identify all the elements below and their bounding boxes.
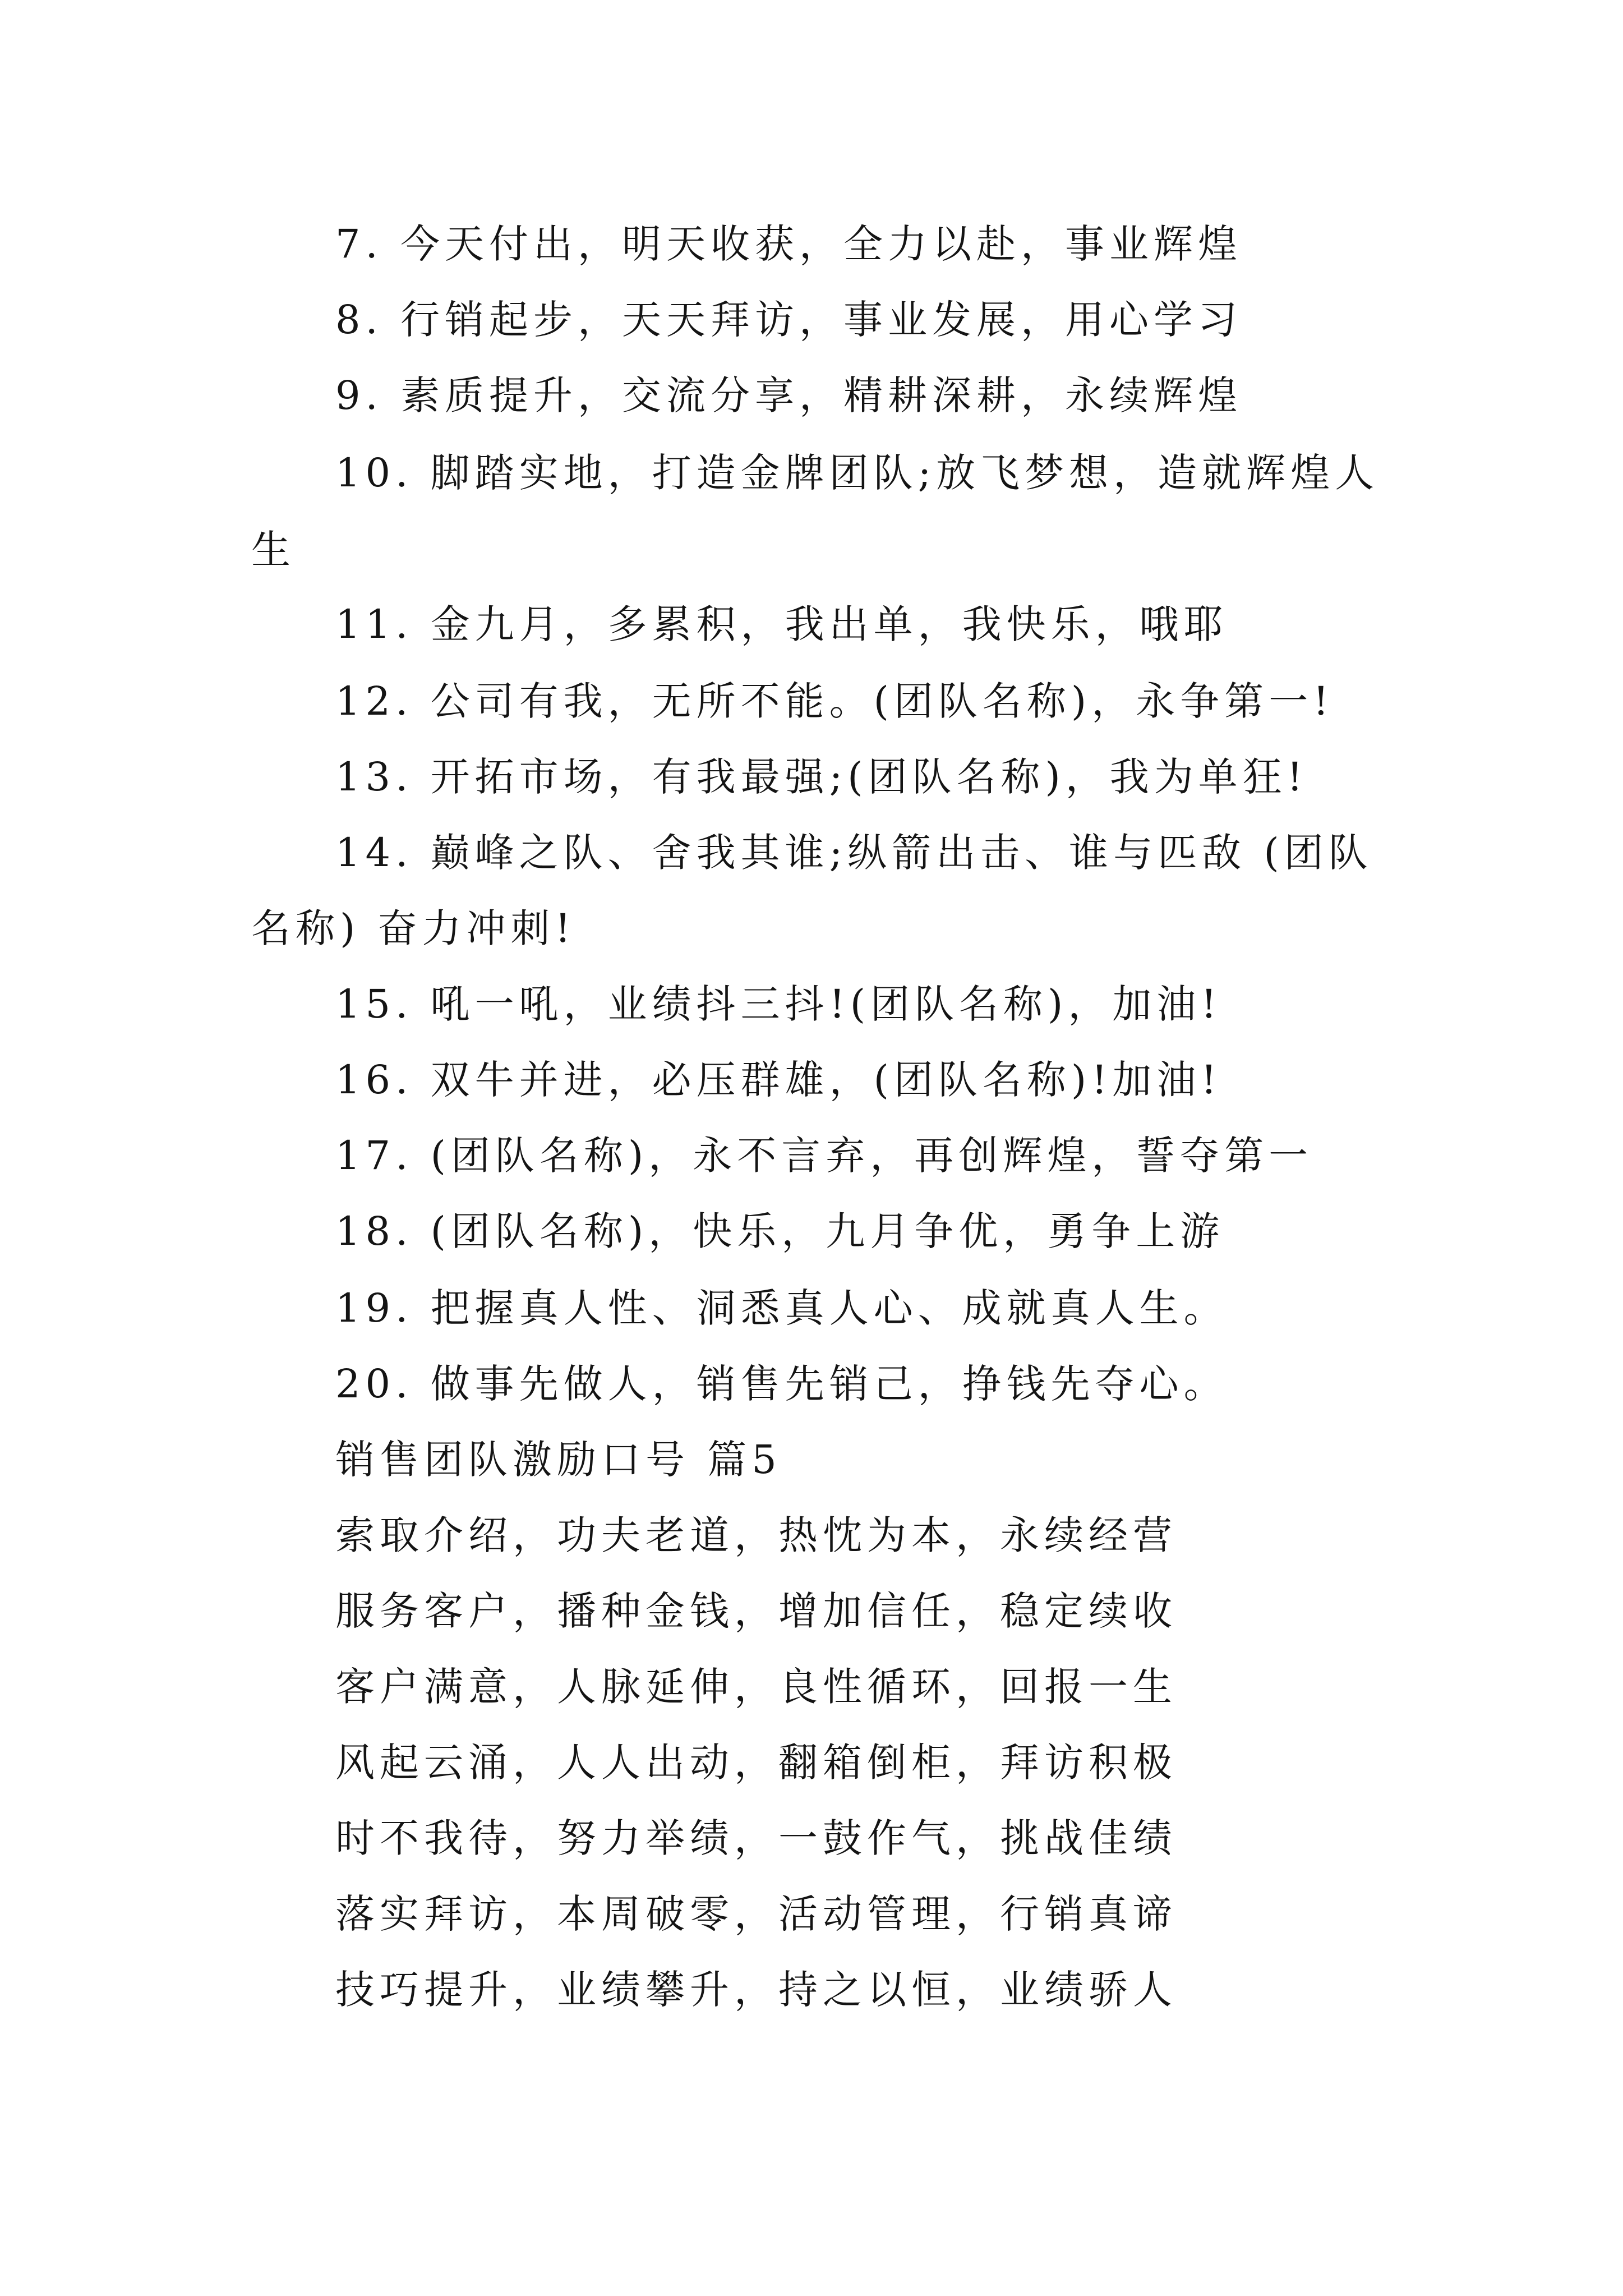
item-text: 双牛并进，必压群雄，(团队名称)!加油! <box>430 1057 1222 1103</box>
list-item-8 <box>335 297 1243 343</box>
item-text: 公司有我，无所不能。(团队名称)，永争第一! <box>430 678 1334 724</box>
item-text: (团队名称)，永不言弃，再创辉煌，誓夺第一 <box>430 1133 1313 1179</box>
list-item-14-continuation: 名称) 奋力冲刺! <box>251 905 576 951</box>
item-number: 8. <box>335 297 383 343</box>
list-item-15 <box>335 981 1222 1027</box>
slogan-line: 索取介绍，功夫老道，热忱为本，永续经营 <box>335 1512 1177 1558</box>
list-item-16 <box>335 1057 1222 1103</box>
item-number: 11. <box>335 601 413 647</box>
list-item-14 <box>335 830 1373 876</box>
slogan-line: 时不我待，努力举绩，一鼓作气，挑战佳绩 <box>335 1815 1177 1861</box>
item-number: 14. <box>335 830 413 876</box>
list-item-18 <box>335 1208 1225 1254</box>
item-text: 今天付出，明天收获，全力以赴，事业辉煌 <box>400 221 1243 267</box>
item-number: 9. <box>335 372 383 418</box>
item-number: 12. <box>335 678 413 724</box>
list-item-17 <box>335 1133 1313 1179</box>
item-text: 吼一吼，业绩抖三抖!(团队名称)，加油! <box>430 981 1222 1027</box>
slogan-line: 落实拜访，本周破零，活动管理，行销真谛 <box>335 1891 1177 1937</box>
section-title: 销售团队激励口号 篇5 <box>335 1437 782 1483</box>
item-text: 金九月，多累积，我出单，我快乐，哦耶 <box>430 601 1228 647</box>
item-number: 13. <box>335 754 413 800</box>
item-number: 16. <box>335 1057 413 1103</box>
list-item-10 <box>335 450 1380 496</box>
item-text: 把握真人性、洞悉真人心、成就真人生。 <box>430 1285 1228 1331</box>
item-text: 开拓市场，有我最强;(团队名称)，我为单狂! <box>430 754 1308 800</box>
list-item-10-continuation: 生 <box>251 527 296 573</box>
item-text: 巅峰之队、舍我其谁;纵箭出击、谁与匹敌 (团队 <box>430 830 1373 876</box>
item-number: 20. <box>335 1361 413 1407</box>
list-item-19 <box>335 1285 1228 1331</box>
item-number: 7. <box>335 221 383 267</box>
item-text: 做事先做人，销售先销己，挣钱先夺心。 <box>430 1361 1228 1407</box>
item-number: 18. <box>335 1208 413 1254</box>
item-text: 行销起步，天天拜访，事业发展，用心学习 <box>400 297 1243 343</box>
item-text: (团队名称)，快乐，九月争优，勇争上游 <box>430 1208 1225 1254</box>
list-item-12 <box>335 678 1334 724</box>
slogan-line: 客户满意，人脉延伸，良性循环，回报一生 <box>335 1664 1177 1710</box>
slogan-line: 技巧提升，业绩攀升，持之以恒，业绩骄人 <box>335 1967 1177 2013</box>
item-number: 19. <box>335 1285 413 1331</box>
item-text: 脚踏实地，打造金牌团队;放飞梦想，造就辉煌人 <box>430 450 1380 496</box>
item-number: 15. <box>335 981 413 1027</box>
slogan-line: 风起云涌，人人出动，翻箱倒柜，拜访积极 <box>335 1740 1177 1786</box>
item-text: 素质提升，交流分享，精耕深耕，永续辉煌 <box>400 372 1243 418</box>
item-number: 17. <box>335 1133 413 1179</box>
list-item-11 <box>335 601 1228 647</box>
list-item-7 <box>335 221 1243 267</box>
list-item-9 <box>335 372 1243 418</box>
list-item-13 <box>335 754 1308 800</box>
slogan-line: 服务客户，播种金钱，增加信任，稳定续收 <box>335 1588 1177 1634</box>
item-number: 10. <box>335 450 413 496</box>
list-item-20 <box>335 1361 1228 1407</box>
